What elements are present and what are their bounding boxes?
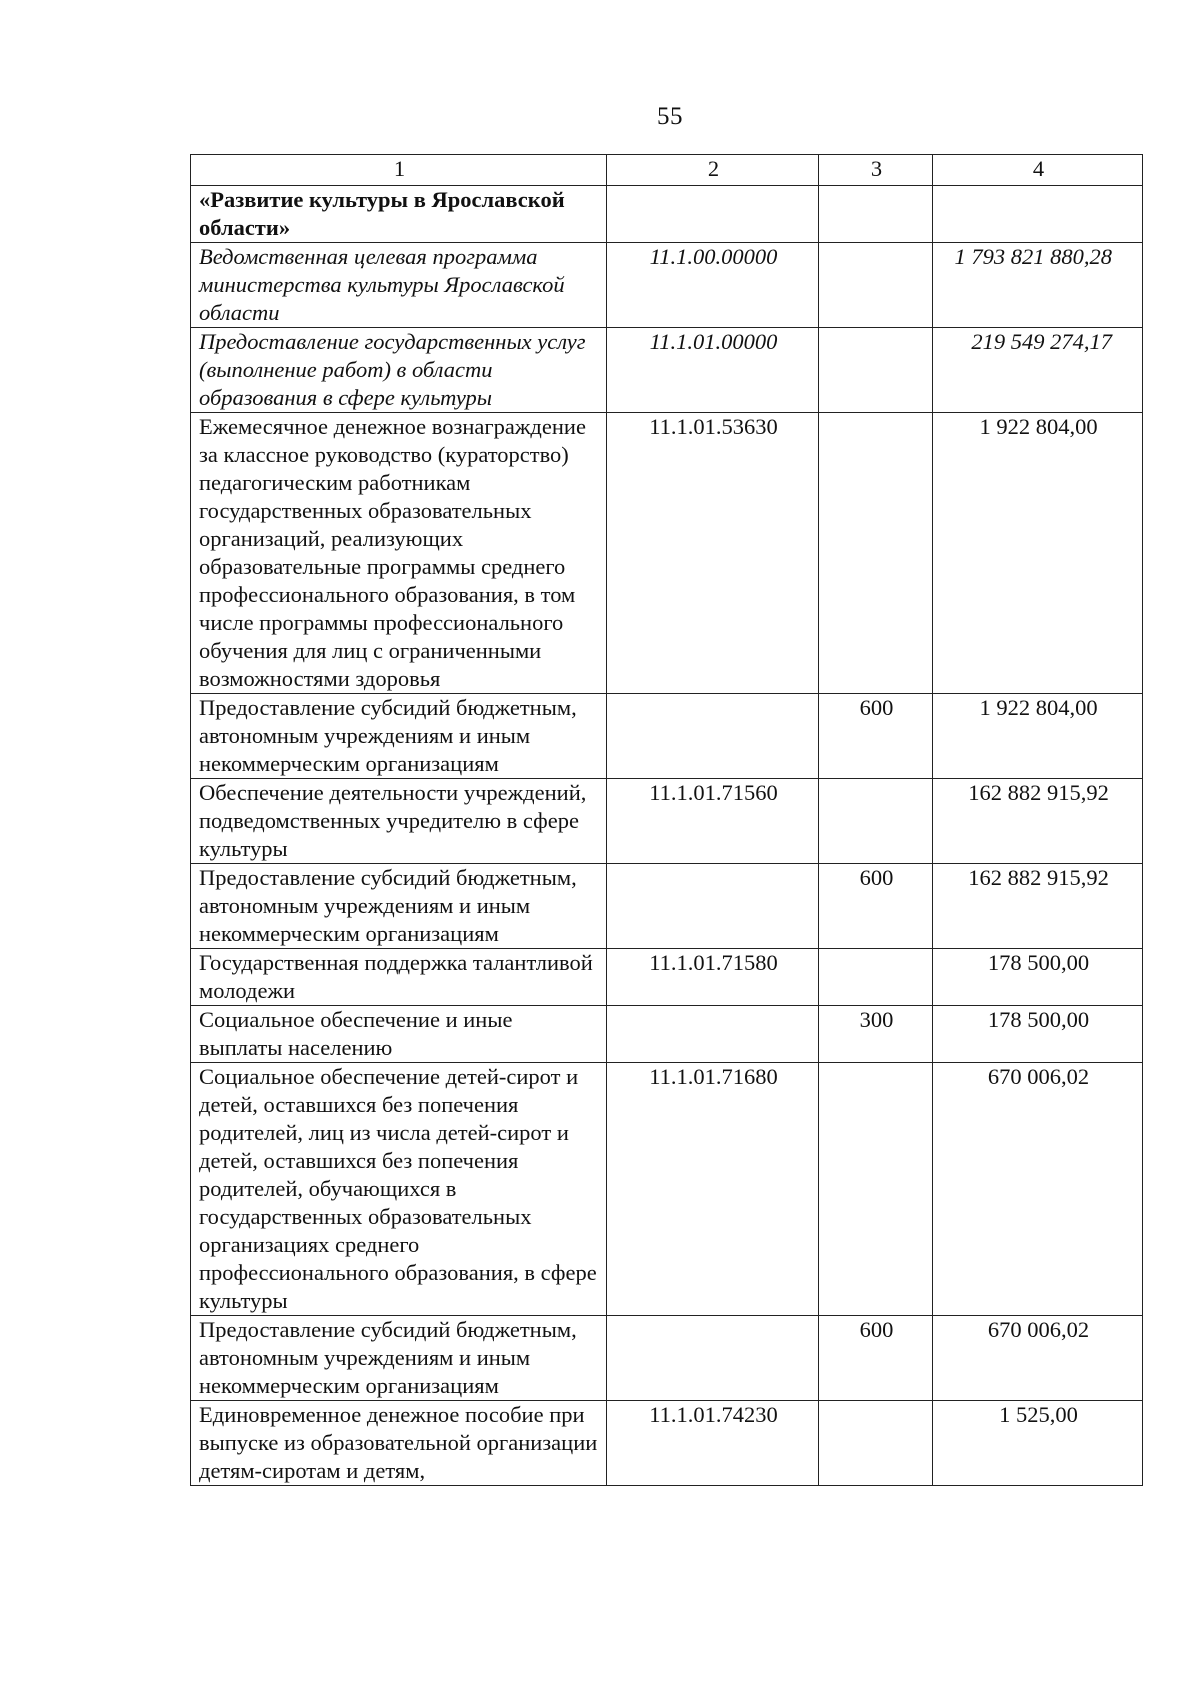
row-name: Ежемесячное денежное вознаграждение за классное руководство (кураторство) педагогическим работникам государственных образовательных организаций, реализующих образовательные программы среднего профессионального образования, в том числе программы профессионального обучения для лиц с ограниченными возможностями здоровья <box>191 413 607 694</box>
table-row <box>191 1401 1143 1486</box>
row-code <box>607 1006 819 1063</box>
page-number: 55 <box>657 103 683 130</box>
table-row <box>191 413 1143 694</box>
table-row <box>191 1063 1143 1316</box>
row-code: 11.1.01.00000 <box>607 328 819 413</box>
row-amount: 1 922 804,00 <box>933 413 1143 694</box>
row-code <box>607 1316 819 1401</box>
table-row <box>191 1006 1143 1063</box>
row-expense-type: 300 <box>819 1006 933 1063</box>
row-expense-type <box>819 243 933 328</box>
row-name: Предоставление субсидий бюджетным, автономным учреждениям и иным некоммерческим организациям <box>191 1316 607 1401</box>
row-code <box>607 864 819 949</box>
row-amount: 1 793 821 880,28 <box>933 243 1143 328</box>
row-amount: 1 525,00 <box>933 1401 1143 1486</box>
table-header-row <box>191 155 1143 186</box>
row-expense-type <box>819 949 933 1006</box>
budget-table <box>190 154 1143 1486</box>
table-row <box>191 328 1143 413</box>
row-amount: 178 500,00 <box>933 1006 1143 1063</box>
row-expense-type <box>819 186 933 243</box>
row-code: 11.1.00.00000 <box>607 243 819 328</box>
row-expense-type <box>819 1063 933 1316</box>
row-amount <box>933 186 1143 243</box>
table-row <box>191 1316 1143 1401</box>
row-name: Государственная поддержка талантливой молодежи <box>191 949 607 1006</box>
row-name: Социальное обеспечение детей-сирот и детей, оставшихся без попечения родителей, лиц из числа детей-сирот и детей, оставшихся без попечения родителей, обучающихся в государственных образовательных организациях среднего профессионального образования, в сфере культуры <box>191 1063 607 1316</box>
row-name: «Развитие культуры в Ярославской области» <box>191 186 607 243</box>
row-expense-type: 600 <box>819 864 933 949</box>
table-row <box>191 186 1143 243</box>
row-code <box>607 694 819 779</box>
row-code <box>607 186 819 243</box>
row-amount: 162 882 915,92 <box>933 864 1143 949</box>
table-row <box>191 243 1143 328</box>
row-expense-type: 600 <box>819 1316 933 1401</box>
row-amount: 219 549 274,17 <box>933 328 1143 413</box>
row-expense-type <box>819 413 933 694</box>
row-expense-type <box>819 328 933 413</box>
column-header: 4 <box>933 155 1143 186</box>
row-expense-type: 600 <box>819 694 933 779</box>
row-amount: 1 922 804,00 <box>933 694 1143 779</box>
row-name: Социальное обеспечение и иные выплаты населению <box>191 1006 607 1063</box>
row-name: Единовременное денежное пособие при выпуске из образовательной организации детям-сиротам и детям, <box>191 1401 607 1486</box>
row-amount: 670 006,02 <box>933 1063 1143 1316</box>
row-code: 11.1.01.71680 <box>607 1063 819 1316</box>
column-header: 2 <box>607 155 819 186</box>
column-header: 3 <box>819 155 933 186</box>
row-name: Обеспечение деятельности учреждений, подведомственных учредителю в сфере культуры <box>191 779 607 864</box>
table-row <box>191 779 1143 864</box>
row-code: 11.1.01.53630 <box>607 413 819 694</box>
row-amount: 162 882 915,92 <box>933 779 1143 864</box>
row-expense-type <box>819 779 933 864</box>
table-row <box>191 949 1143 1006</box>
row-code: 11.1.01.71560 <box>607 779 819 864</box>
row-amount: 670 006,02 <box>933 1316 1143 1401</box>
row-code: 11.1.01.71580 <box>607 949 819 1006</box>
row-name: Ведомственная целевая программа министерства культуры Ярославской области <box>191 243 607 328</box>
row-name: Предоставление субсидий бюджетным, автономным учреждениям и иным некоммерческим организациям <box>191 694 607 779</box>
row-name: Предоставление государственных услуг (выполнение работ) в области образования в сфере культуры <box>191 328 607 413</box>
column-header: 1 <box>191 155 607 186</box>
table-row <box>191 694 1143 779</box>
table-row <box>191 864 1143 949</box>
row-code: 11.1.01.74230 <box>607 1401 819 1486</box>
row-expense-type <box>819 1401 933 1486</box>
row-name: Предоставление субсидий бюджетным, автономным учреждениям и иным некоммерческим организациям <box>191 864 607 949</box>
row-amount: 178 500,00 <box>933 949 1143 1006</box>
